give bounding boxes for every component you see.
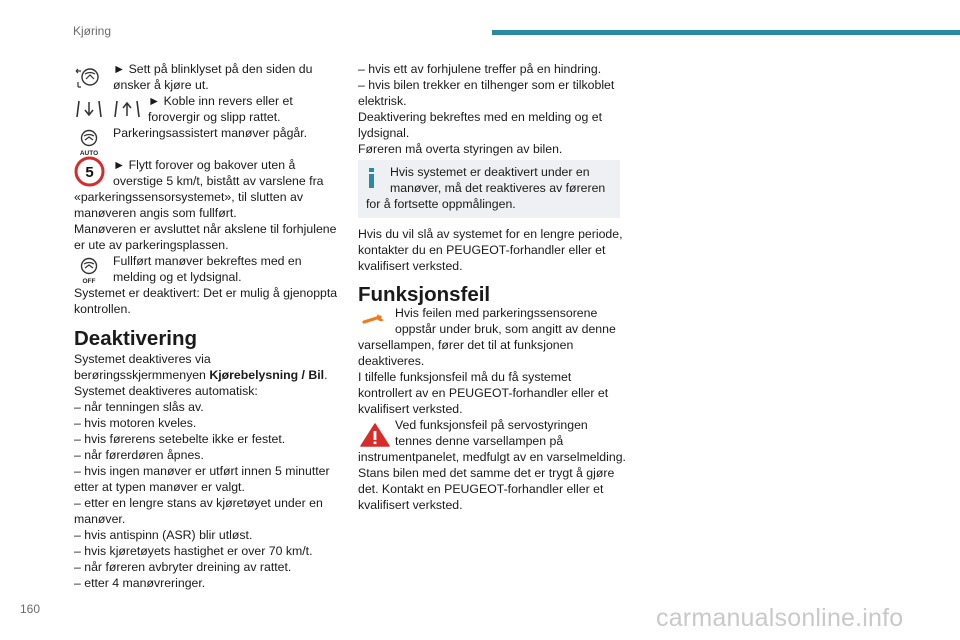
step2-line1: ► Koble inn revers eller et	[148, 94, 293, 108]
steering-line: kvalifisert verksted.	[358, 498, 463, 512]
speed-limit-5-icon	[74, 156, 105, 187]
deactivation-line1: Systemet deaktiveres via	[74, 352, 211, 366]
park-assist-indicator-icon	[74, 62, 104, 92]
page-number: 160	[20, 602, 41, 616]
watermark: carmanualsonline.info	[656, 604, 904, 632]
step1-line2: ønsker å kjøre ut.	[113, 78, 209, 92]
right-text-line: elektrisk.	[358, 94, 407, 108]
deactivation-bullet: – når føreren avbryter dreining av rattet.	[74, 560, 292, 574]
steering-line: Stans bilen med det samme det er trygt å gjøre	[358, 466, 615, 480]
deactivation-line2-text: berøringsskjermmenyen	[74, 368, 210, 382]
fault-heading: Funksjonsfeil	[358, 283, 491, 306]
fault-line: varsellampen, fører det til at funksjonen	[358, 338, 574, 352]
step5-line4: kontrollen.	[74, 302, 131, 316]
deactivation-bullet: – hvis førerens setebelte ikke er festet.	[74, 432, 286, 446]
deactivation-line2-end: .	[324, 368, 328, 382]
steering-line: det. Kontakt en PEUGEOT-forhandler eller et	[358, 482, 604, 496]
step2-line2: forovergir og slipp rattet.	[148, 110, 281, 124]
step4-line6: er ute av parkeringsplassen.	[74, 238, 229, 252]
auto-label: AUTO	[79, 150, 99, 157]
deactivation-menu-path: Kjørebelysning / Bil	[209, 368, 325, 382]
step3-text: Parkeringsassistert manøver pågår.	[113, 126, 308, 140]
fault-line: oppstår under bruk, som angitt av denne	[395, 322, 616, 336]
deactivation-line3: Systemet deaktiveres automatisk:	[74, 384, 258, 398]
fault-line: kvalifisert verksted.	[358, 402, 463, 416]
header-accent-bar	[492, 30, 960, 35]
right-text-line: Deaktivering bekreftes med en melding og et	[358, 110, 603, 124]
deactivation-line2	[74, 368, 328, 384]
step5-line3: Systemet er deaktivert: Det er mulig å gjenoppta	[74, 286, 338, 300]
deactivation-bullet: – når tenningen slås av.	[74, 400, 204, 414]
park-assist-auto-icon	[74, 127, 104, 157]
reverse-gear-icon	[74, 94, 104, 124]
step4-line1: ► Flytt forover og bakover uten å	[113, 158, 296, 172]
steering-line: instrumentpanelet, medfulgt av en varselmelding.	[358, 450, 626, 464]
deactivation-bullet: – hvis kjøretøyets hastighet er over 70 km/t.	[74, 544, 313, 558]
deactivation-bullet: etter at typen manøver er valgt.	[74, 480, 245, 494]
step1-line1: ► Sett på blinklyset på den siden du	[113, 62, 313, 76]
forward-gear-icon	[112, 94, 142, 124]
info-line: Hvis systemet er deaktivert under en	[390, 165, 590, 179]
deactivation-bullet: – hvis motoren kveles.	[74, 416, 197, 430]
info-line: for å fortsette oppmålingen.	[366, 197, 516, 211]
right-text-line: kontakter du en PEUGEOT-forhandler eller et	[358, 243, 606, 257]
fault-line: deaktiveres.	[358, 354, 425, 368]
fault-line: I tilfelle funksjonsfeil må du få systemet	[358, 370, 572, 384]
deactivation-bullet: – når førerdøren åpnes.	[74, 448, 204, 462]
steering-line: tennes denne varsellampen på	[395, 434, 564, 448]
deactivation-bullet: – hvis antispinn (ASR) blir utløst.	[74, 528, 253, 542]
step4-line2: overstige 5 km/t, bistått av varslene fra	[113, 174, 324, 188]
fault-line: kontrollert av en PEUGEOT-forhandler eller et	[358, 386, 609, 400]
steering-warning-icon	[359, 422, 391, 448]
deactivation-heading: Deaktivering	[74, 327, 198, 350]
right-text-line: Føreren må overta styringen av bilen.	[358, 142, 563, 156]
right-text-line: Hvis du vil slå av systemet for en lengre periode,	[358, 227, 623, 241]
off-label: OFF	[82, 278, 96, 285]
step4-line3: «parkeringssensorsystemet», til slutten av	[74, 190, 303, 204]
right-text-line: kvalifisert verksted.	[358, 259, 463, 273]
right-text-line: – hvis bilen trekker en tilhenger som er tilkoblet	[358, 78, 615, 92]
section-title: Kjøring	[73, 24, 112, 38]
step4-line5: Manøveren er avsluttet når akslene til forhjulene	[74, 222, 337, 236]
step4-line4: manøveren angis som fullført.	[74, 206, 237, 220]
deactivation-bullet: – hvis ingen manøver er utført innen 5 minutter	[74, 464, 330, 478]
step5-line1: Fullført manøver bekreftes med en	[113, 254, 302, 268]
speed-number: 5	[85, 164, 94, 181]
park-assist-off-icon	[74, 255, 104, 285]
deactivation-bullet: manøver.	[74, 512, 126, 526]
right-text-line: – hvis ett av forhjulene treffer på en hindring.	[358, 62, 602, 76]
fault-line: Hvis feilen med parkeringssensorene	[395, 306, 598, 320]
step5-line2: melding og et lydsignal.	[113, 270, 242, 284]
steering-line: Ved funksjonsfeil på servostyringen	[395, 418, 588, 432]
wrench-warning-icon	[358, 307, 390, 333]
deactivation-bullet: – etter 4 manøvreringer.	[74, 576, 206, 590]
deactivation-bullet: – etter en lengre stans av kjøretøyet under en	[74, 496, 323, 510]
info-line: manøver, må det reaktiveres av føreren	[390, 181, 606, 195]
info-icon	[368, 168, 375, 188]
right-text-line: lydsignal.	[358, 126, 410, 140]
